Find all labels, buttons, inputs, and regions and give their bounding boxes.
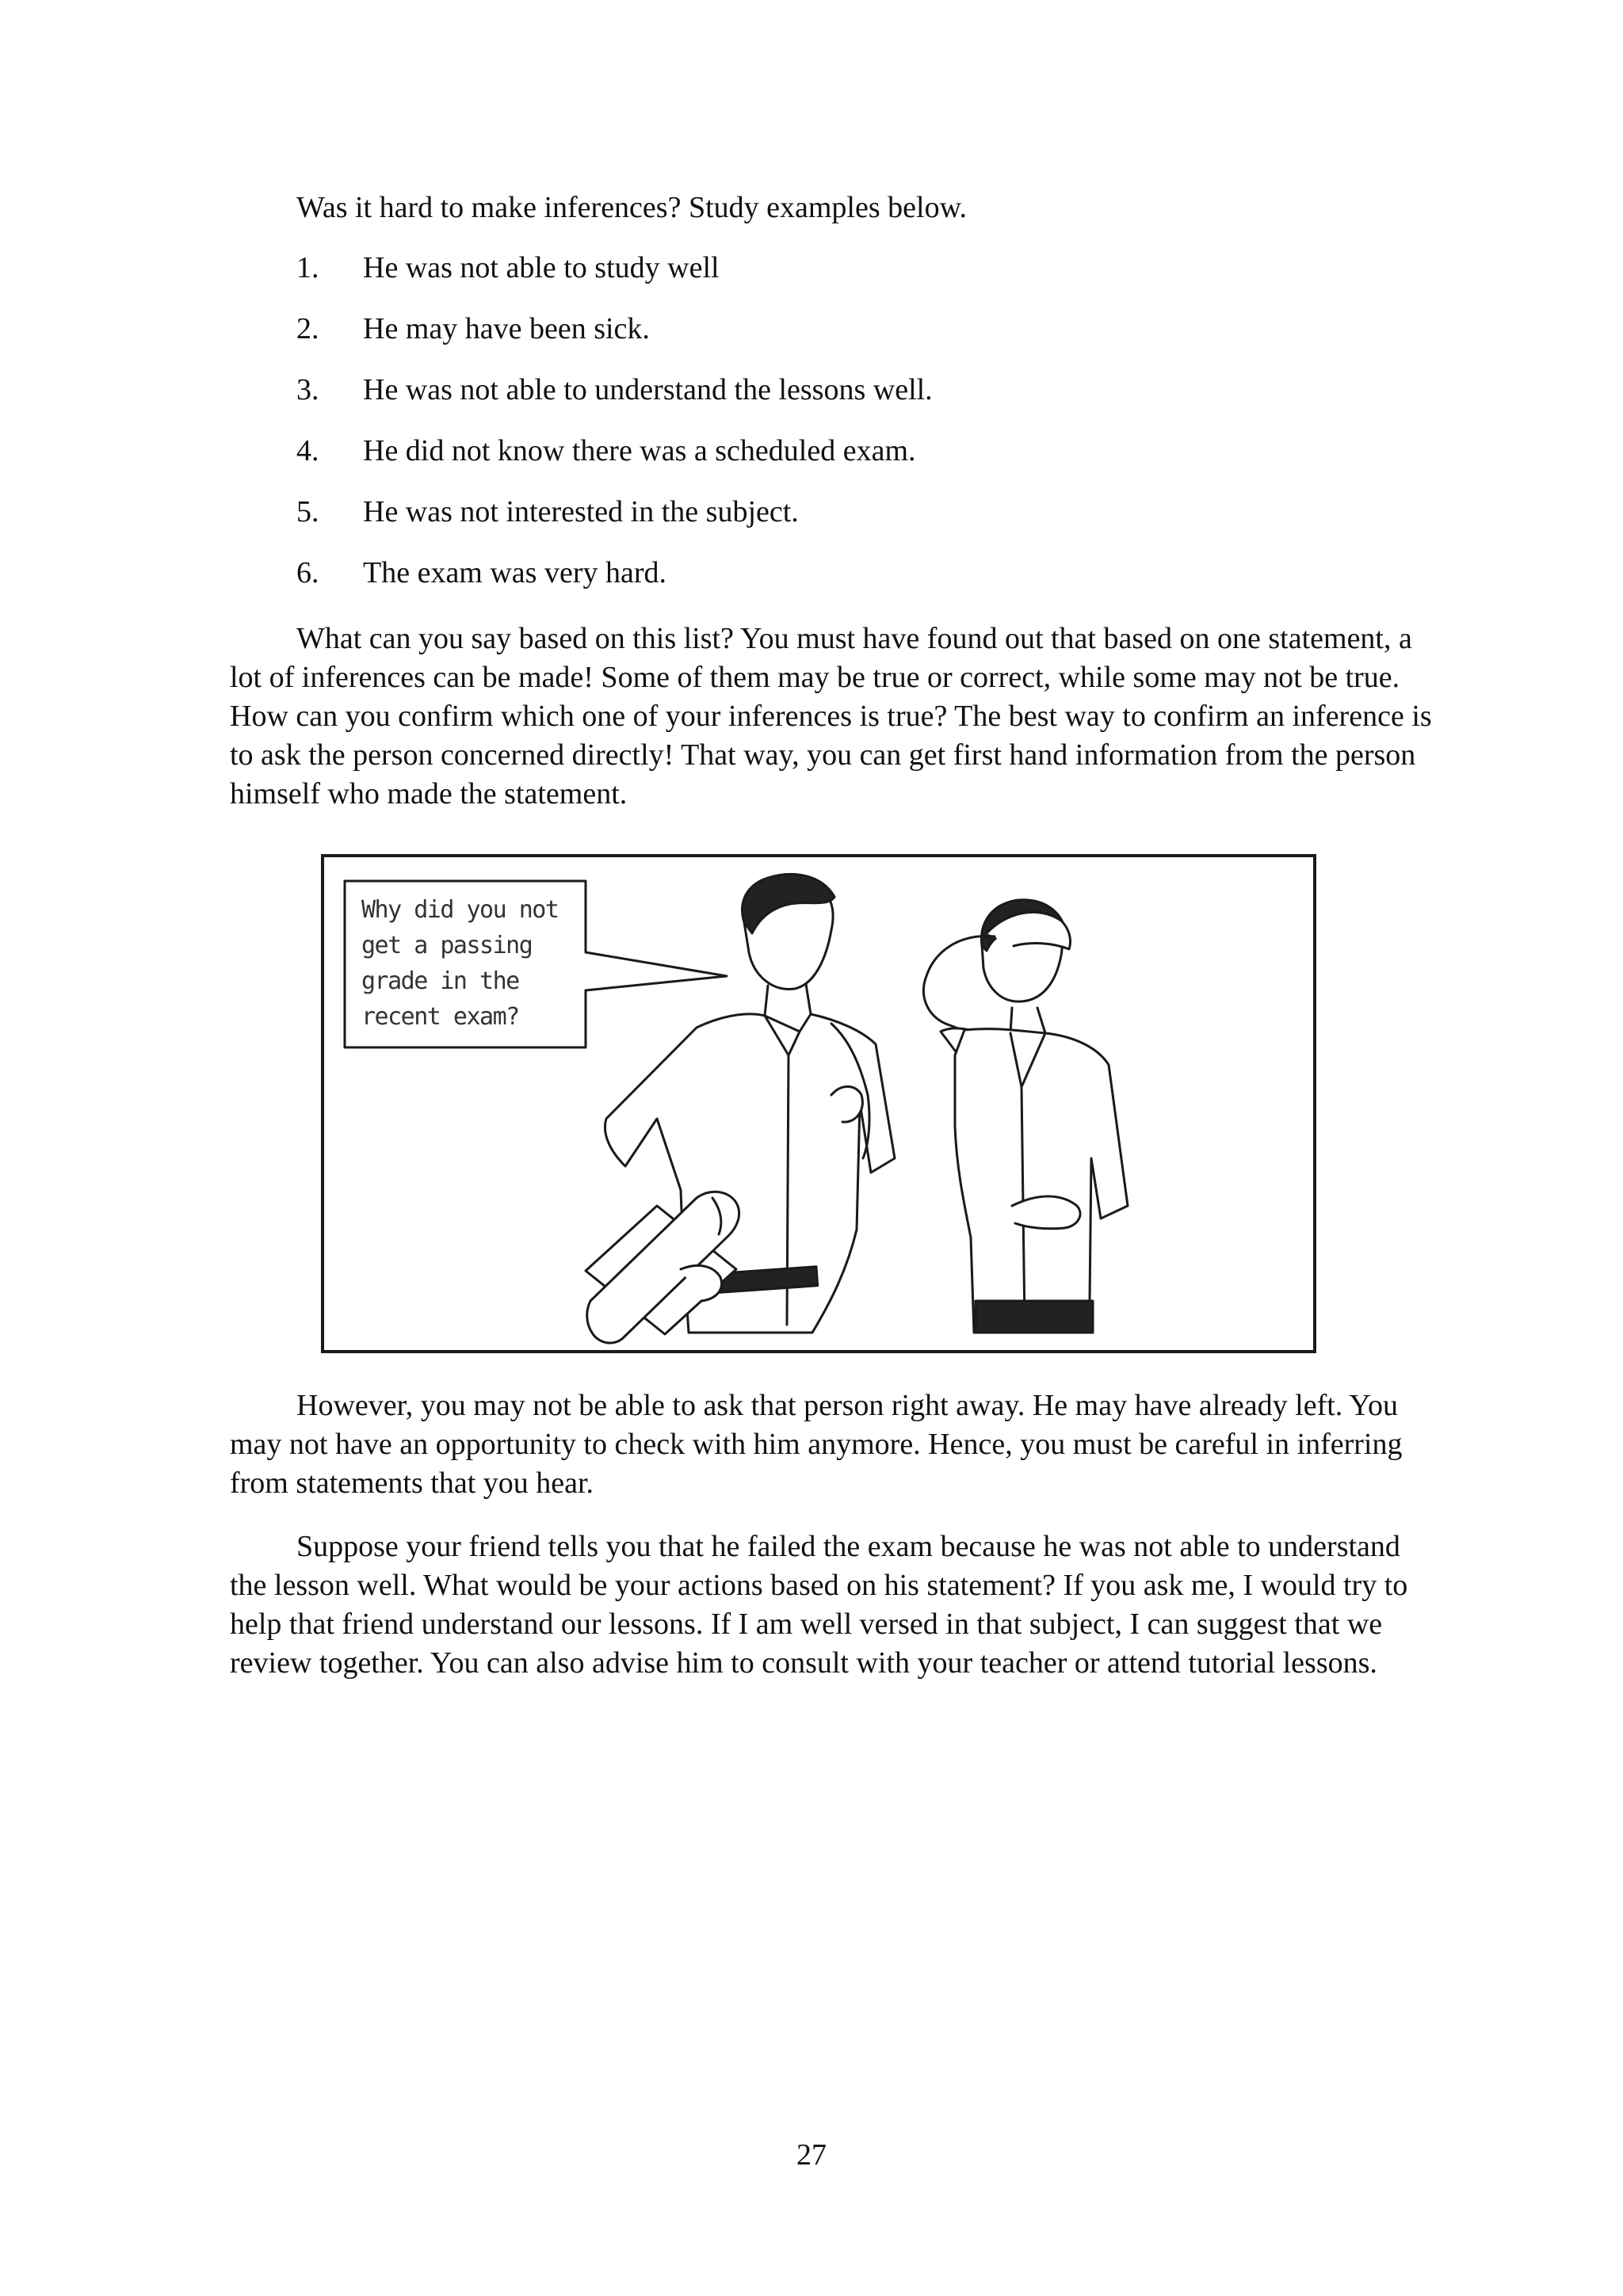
list-item	[296, 310, 650, 349]
student-answering	[923, 900, 1128, 1333]
student-asking	[586, 874, 895, 1343]
paragraph-confirm-inference: What can you say based on this list? You must have found out that based on one statement, a lot of inferences can be made! Some of them may be true or correct, while some may not be true. How can you confirm which one of your inferences is true? The best way to confirm an inference is to ask the person concerned directly! That way, you can get first hand information from the person himself who made the statement.	[230, 622, 1432, 810]
list-text: He was not able to study well	[363, 251, 720, 284]
list-number: 3.	[296, 373, 319, 406]
list-number: 4.	[296, 434, 319, 467]
speech-line: get a passing	[361, 932, 533, 959]
paragraph-careful-inferring: However, you may not be able to ask that person right away. He may have already left. You may not have an opportunity to check with him anymore. Hence, you must be careful in inferring from statements that you hear.	[230, 1389, 1403, 1500]
list-item	[296, 432, 916, 471]
list-number: 1.	[296, 251, 319, 284]
list-text: He may have been sick.	[363, 312, 650, 345]
list-text: He was not interested in the subject.	[363, 495, 799, 528]
list-number: 6.	[296, 556, 319, 589]
page-number: 27	[796, 2138, 827, 2172]
list-number: 5.	[296, 495, 319, 528]
intro-text: Was it hard to make inferences? Study examples below.	[296, 191, 968, 224]
speech-line: recent exam?	[361, 1003, 519, 1031]
list-item	[296, 493, 799, 532]
list-text: The exam was very hard.	[363, 556, 667, 589]
paragraph-help-friend: Suppose your friend tells you that he failed the exam because he was not able to understand the lesson well. What would be your actions based on his statement? If you ask me, I would try to help that friend understand our lessons. If I am well versed in that subject, I can suggest that we review together. You can also advise him to consult with your teacher or attend tutorial lessons.	[230, 1530, 1408, 1680]
list-number: 2.	[296, 312, 319, 345]
list-item	[296, 249, 720, 288]
list-item	[296, 371, 933, 410]
list-item	[296, 554, 666, 593]
speech-line: grade in the	[361, 967, 519, 995]
list-text: He did not know there was a scheduled exam.	[363, 434, 916, 467]
speech-line: Why did you not	[361, 896, 559, 924]
speech-bubble-text	[361, 892, 599, 1035]
list-text: He was not able to understand the lessons well.	[363, 373, 933, 406]
illustration-frame	[321, 854, 1316, 1353]
